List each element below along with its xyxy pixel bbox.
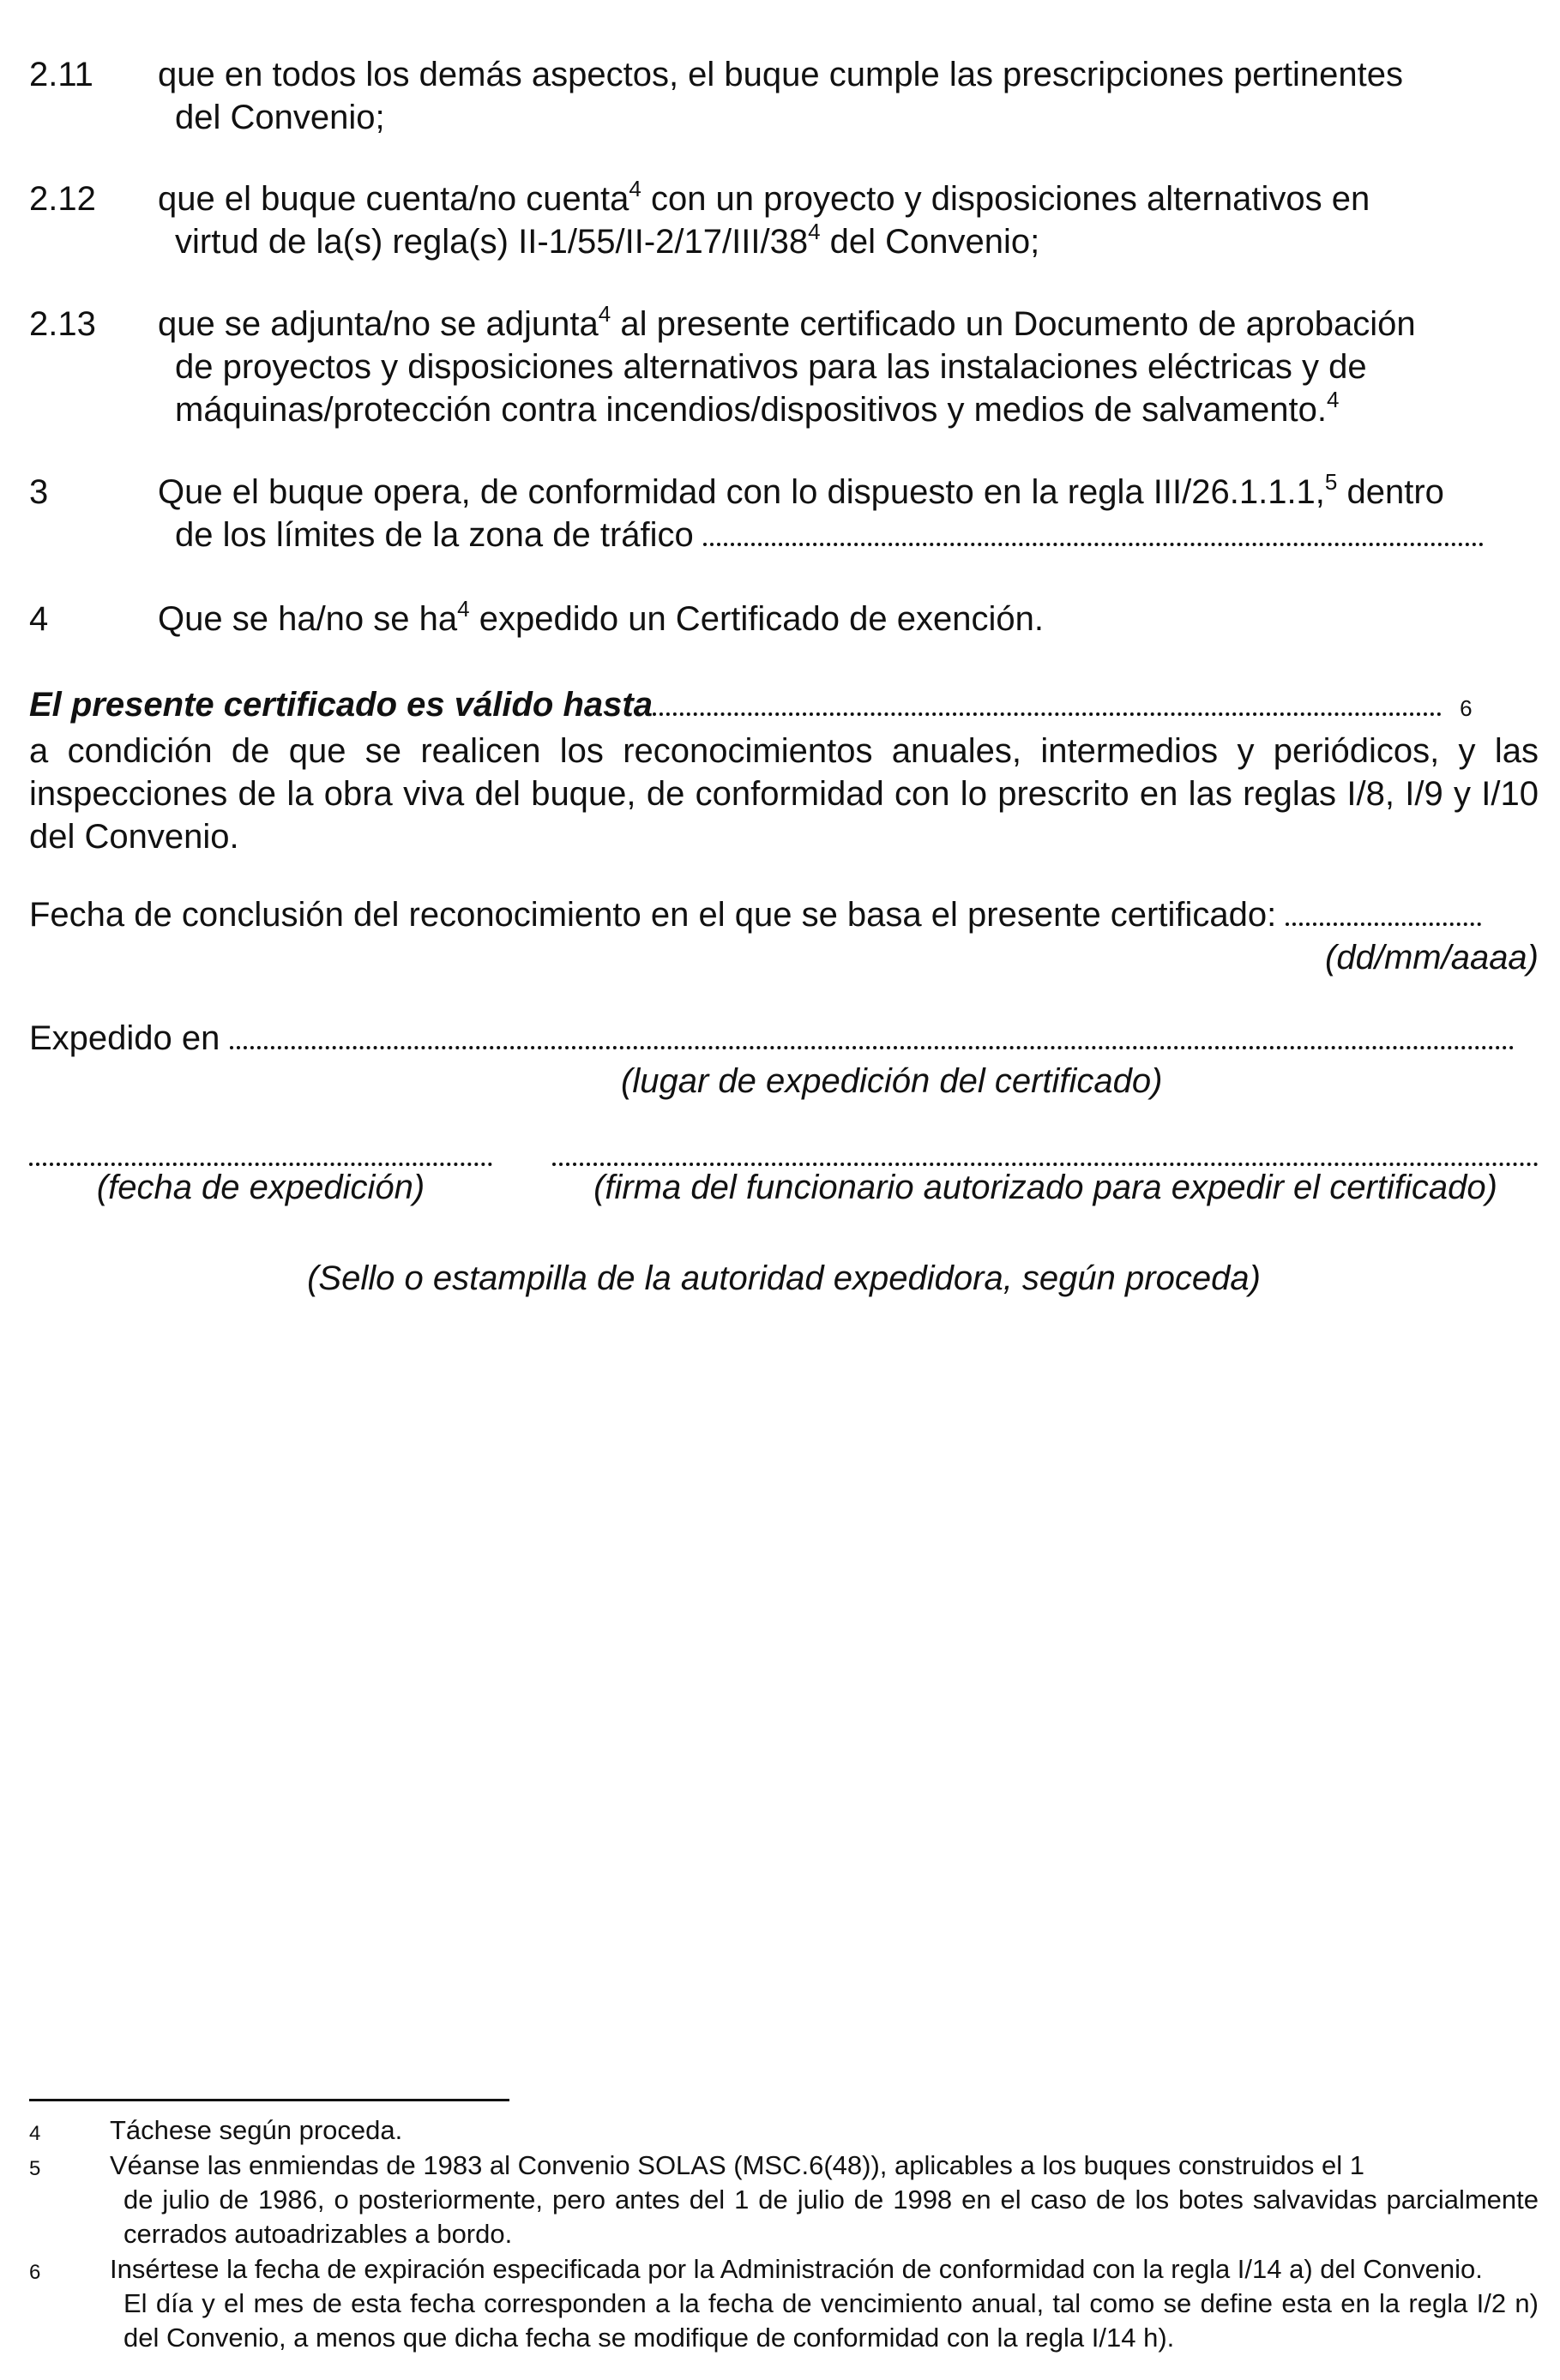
footnote-ref: 4 <box>1326 386 1340 412</box>
paragraph-text <box>158 177 1539 220</box>
paragraph-text: que en todos los demás aspectos, el buque cumple las prescripciones pertinentes <box>158 56 1403 93</box>
footnote-number: 5 <box>29 2157 41 2180</box>
paragraph-text-continued <box>158 220 1539 263</box>
traffic-area-blank[interactable] <box>703 517 1484 546</box>
footnote-text: Insértese la fecha de expiración especificada por la Administración de conformidad con la regla I/14 a) del Convenio. <box>110 2254 1483 2284</box>
validity-date-blank[interactable] <box>653 687 1442 716</box>
text-segment: virtud de la(s) regla(s) II-1/55/II-2/17/III/38 <box>175 223 809 261</box>
footnote-text: Táchese según proceda. <box>110 2115 403 2145</box>
issue-date-blank[interactable] <box>29 1137 492 1166</box>
seal-note: (Sello o estampilla de la autoridad expedidora, según proceda) <box>307 1259 1261 1297</box>
text-segment: del Convenio; <box>820 223 1040 261</box>
text-segment: con un proyecto y disposiciones alternativos en <box>641 180 1370 218</box>
signature-blank[interactable] <box>552 1137 1539 1166</box>
paragraph-3 <box>29 468 1539 556</box>
paragraph-2-13 <box>29 300 1539 431</box>
paragraph-4 <box>29 595 1539 640</box>
survey-date-label: Fecha de conclusión del reconocimiento en el que se basa el presente certificado: <box>29 896 1286 934</box>
text-segment: de los límites de la zona de tráfico <box>175 516 703 554</box>
issued-at-blank[interactable] <box>230 1020 1515 1049</box>
footnote-6 <box>29 2252 1539 2355</box>
issued-at-section <box>29 1017 1539 1103</box>
issued-at-caption: (lugar de expedición del certificado) <box>621 1062 1163 1100</box>
footnote-text-continued: El día y el mes de esta fecha corresponden a la fecha de vencimiento anual, tal como se define esta en la regla I/2 n) del Convenio, a menos que dicha fecha se modifique de conformidad con la regla I/14 h). <box>123 2288 1539 2353</box>
validity-statement <box>29 683 1539 858</box>
paragraph-number: 3 <box>29 473 49 511</box>
footnote-ref: 4 <box>457 595 470 622</box>
text-segment: que se adjunta/no se adjunta <box>158 305 599 343</box>
paragraph-2-11 <box>29 53 1539 139</box>
survey-date-blank[interactable] <box>1286 897 1481 926</box>
paragraph-text <box>158 468 1539 514</box>
paragraph-number: 2.11 <box>29 56 93 93</box>
footnote-ref: 5 <box>1324 468 1338 495</box>
footnote-5 <box>29 2149 1539 2251</box>
paragraph-number: 4 <box>29 600 49 638</box>
footnote-ref: 4 <box>598 300 611 327</box>
footnote-ref: 4 <box>808 218 821 244</box>
paragraph-number: 2.12 <box>29 180 96 218</box>
issue-date-field <box>29 1137 492 1209</box>
survey-date-line <box>29 893 1539 936</box>
paragraph-number: 2.13 <box>29 305 96 343</box>
text-segment: que el buque cuenta/no cuenta <box>158 180 629 218</box>
date-format-caption: (dd/mm/aaaa) <box>1325 939 1539 977</box>
footnote-number: 4 <box>29 2122 41 2145</box>
text-segment: al presente certificado un Documento de aprobación <box>611 305 1416 343</box>
footnote-text: Véanse las enmiendas de 1983 al Convenio SOLAS (MSC.6(48)), aplicables a los buques construidos el 1 <box>110 2150 1365 2180</box>
issued-at-line <box>29 1017 1539 1060</box>
signature-field <box>552 1137 1539 1209</box>
survey-date-section <box>29 893 1539 979</box>
issue-date-caption: (fecha de expedición) <box>96 1169 425 1206</box>
paragraph-text-continued: de proyectos y disposiciones alternativos para las instalaciones eléctricas y de <box>175 348 1367 386</box>
paragraph-text-continued <box>158 514 1539 556</box>
footnote-ref: 6 <box>1460 695 1473 721</box>
footnote-number: 6 <box>29 2261 41 2284</box>
footnote-text-continued: de julio de 1986, o posteriormente, pero antes del 1 de julio de 1998 en el caso de los botes salvavidas parcialmente cerrados autoadrizables a bordo. <box>123 2185 1539 2249</box>
text-segment: máquinas/protección contra incendios/dispositivos y medios de salvamento. <box>175 391 1327 429</box>
text-segment: dentro <box>1337 473 1444 511</box>
footnote-4 <box>29 2113 1539 2151</box>
validity-body: a condición de que se realicen los reconocimientos anuales, intermedios y periódicos, y las inspecciones de la obra viva del buque, de conformidad con lo prescrito en las reglas I/8, I/9 y I/10 del Convenio. <box>29 732 1539 856</box>
text-segment: Que se ha/no se ha <box>158 600 458 638</box>
issued-at-label: Expedido en <box>29 1019 230 1057</box>
signature-caption: (firma del funcionario autorizado para expedir el certificado) <box>593 1169 1497 1206</box>
signature-row <box>29 1137 1539 1209</box>
paragraph-text-continued: del Convenio; <box>175 99 385 136</box>
text-segment: Que el buque opera, de conformidad con lo dispuesto en la regla III/26.1.1.1, <box>158 473 1325 511</box>
text-segment: expedido un Certificado de exención. <box>469 600 1044 638</box>
paragraph-text <box>158 300 1539 346</box>
footnote-divider <box>29 2099 509 2101</box>
paragraph-text-continued <box>158 388 1539 431</box>
paragraph-text <box>158 595 1539 640</box>
footnote-ref: 4 <box>629 175 641 201</box>
validity-line <box>29 683 1539 730</box>
validity-lead: El presente certificado es válido hasta <box>29 686 653 724</box>
paragraph-2-12 <box>29 177 1539 263</box>
